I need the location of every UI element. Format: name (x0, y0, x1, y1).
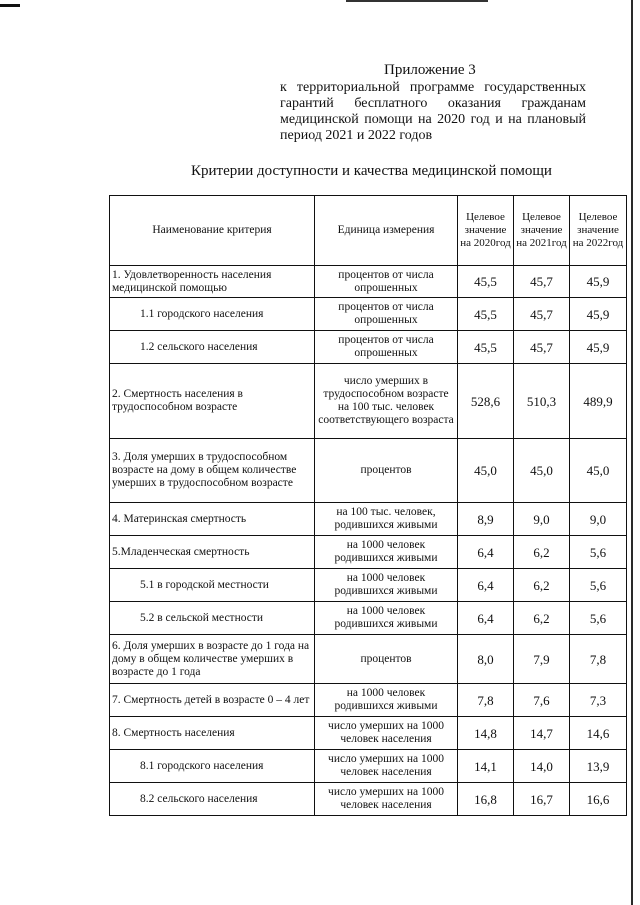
criterion-name: 1.2 сельского населения (110, 331, 315, 364)
header-unit: Единица измерения (315, 196, 458, 266)
value-2022: 7,3 (570, 684, 627, 717)
value-2020: 14,8 (458, 717, 514, 750)
value-2021: 45,0 (514, 439, 570, 503)
criterion-name: 3. Доля умерших в трудоспособном возрасте на дому в общем количестве умерших в трудоспособном возрасте (110, 439, 315, 503)
appendix-text: к территориальной программе государственных гарантий бесплатного оказания гражданам медицинской помощи на 2020 год и на плановый период 2021 и 2022 годов (280, 80, 586, 143)
criterion-name: 8.1 городского населения (110, 750, 315, 783)
value-2021: 7,9 (514, 635, 570, 684)
criterion-unit: на 100 тыс. человек, родившихся живыми (315, 503, 458, 536)
criterion-name: 8. Смертность населения (110, 717, 315, 750)
criterion-unit: процентов от числа опрошенных (315, 266, 458, 298)
table-title: Критерии доступности и качества медицинской помощи (191, 163, 552, 179)
value-2022: 16,6 (570, 783, 627, 816)
table-row (110, 298, 627, 331)
table-row (110, 364, 627, 439)
value-2020: 16,8 (458, 783, 514, 816)
table-row (110, 717, 627, 750)
criterion-name: 2. Смертность населения в трудоспособном возрасте (110, 364, 315, 439)
value-2020: 14,1 (458, 750, 514, 783)
scan-right-edge (631, 0, 633, 905)
value-2020: 45,5 (458, 298, 514, 331)
value-2021: 510,3 (514, 364, 570, 439)
value-2020: 6,4 (458, 602, 514, 635)
value-2022: 13,9 (570, 750, 627, 783)
criterion-unit: на 1000 человек родившихся живыми (315, 569, 458, 602)
value-2022: 45,9 (570, 266, 627, 298)
value-2020: 45,5 (458, 266, 514, 298)
value-2022: 7,8 (570, 635, 627, 684)
value-2022: 5,6 (570, 569, 627, 602)
value-2021: 45,7 (514, 298, 570, 331)
scan-edge-mark (0, 4, 20, 7)
table-row (110, 635, 627, 684)
table-row (110, 750, 627, 783)
criterion-name: 1.1 городского населения (110, 298, 315, 331)
criterion-name: 4. Материнская смертность (110, 503, 315, 536)
value-2020: 6,4 (458, 569, 514, 602)
value-2022: 45,9 (570, 331, 627, 364)
criterion-name: 5.2 в сельской местности (110, 602, 315, 635)
criterion-unit: процентов от числа опрошенных (315, 298, 458, 331)
table-row (110, 536, 627, 569)
criterion-unit: число умерших на 1000 человек населения (315, 717, 458, 750)
criterion-name: 8.2 сельского населения (110, 783, 315, 816)
criterion-unit: процентов (315, 635, 458, 684)
value-2022: 45,9 (570, 298, 627, 331)
value-2020: 528,6 (458, 364, 514, 439)
criterion-name: 5.1 в городской местности (110, 569, 315, 602)
value-2021: 7,6 (514, 684, 570, 717)
table-header-row (110, 196, 627, 266)
scan-top-line (346, 0, 488, 2)
value-2021: 14,7 (514, 717, 570, 750)
criterion-unit: на 1000 человек родившихся живыми (315, 684, 458, 717)
value-2020: 8,0 (458, 635, 514, 684)
criterion-unit: число умерших на 1000 человек населения (315, 750, 458, 783)
header-2022: Целевое значение на 2022год (570, 196, 627, 266)
table-row (110, 684, 627, 717)
criterion-unit: процентов (315, 439, 458, 503)
table-row (110, 783, 627, 816)
table-row (110, 439, 627, 503)
criterion-unit: число умерших в трудоспособном возрасте на 100 тыс. человек соответствующего возраста (315, 364, 458, 439)
criterion-unit: процентов от числа опрошенных (315, 331, 458, 364)
value-2022: 5,6 (570, 602, 627, 635)
value-2022: 489,9 (570, 364, 627, 439)
table-row (110, 503, 627, 536)
appendix-title: Приложение 3 (384, 62, 476, 78)
criteria-table (109, 195, 627, 816)
table-row (110, 602, 627, 635)
value-2021: 6,2 (514, 569, 570, 602)
criterion-unit: на 1000 человек родившихся живыми (315, 536, 458, 569)
criterion-name: 7. Смертность детей в возрасте 0 – 4 лет (110, 684, 315, 717)
criterion-name: 5.Младенческая смертность (110, 536, 315, 569)
value-2022: 45,0 (570, 439, 627, 503)
value-2020: 6,4 (458, 536, 514, 569)
header-name: Наименование критерия (110, 196, 315, 266)
header-2020: Целевое значение на 2020год (458, 196, 514, 266)
value-2021: 45,7 (514, 331, 570, 364)
value-2022: 14,6 (570, 717, 627, 750)
criterion-name: 1. Удовлетворенность населения медицинской помощью (110, 266, 315, 298)
table-row (110, 266, 627, 298)
value-2020: 45,0 (458, 439, 514, 503)
value-2020: 8,9 (458, 503, 514, 536)
value-2020: 45,5 (458, 331, 514, 364)
criterion-unit: число умерших на 1000 человек населения (315, 783, 458, 816)
value-2022: 9,0 (570, 503, 627, 536)
criterion-unit: на 1000 человек родившихся живыми (315, 602, 458, 635)
value-2021: 16,7 (514, 783, 570, 816)
value-2022: 5,6 (570, 536, 627, 569)
value-2021: 14,0 (514, 750, 570, 783)
value-2021: 6,2 (514, 602, 570, 635)
value-2021: 9,0 (514, 503, 570, 536)
table-row (110, 569, 627, 602)
header-2021: Целевое значение на 2021год (514, 196, 570, 266)
value-2020: 7,8 (458, 684, 514, 717)
value-2021: 6,2 (514, 536, 570, 569)
criterion-name: 6. Доля умерших в возрасте до 1 года на дому в общем количестве умерших в возрасте до 1 года (110, 635, 315, 684)
table-row (110, 331, 627, 364)
value-2021: 45,7 (514, 266, 570, 298)
